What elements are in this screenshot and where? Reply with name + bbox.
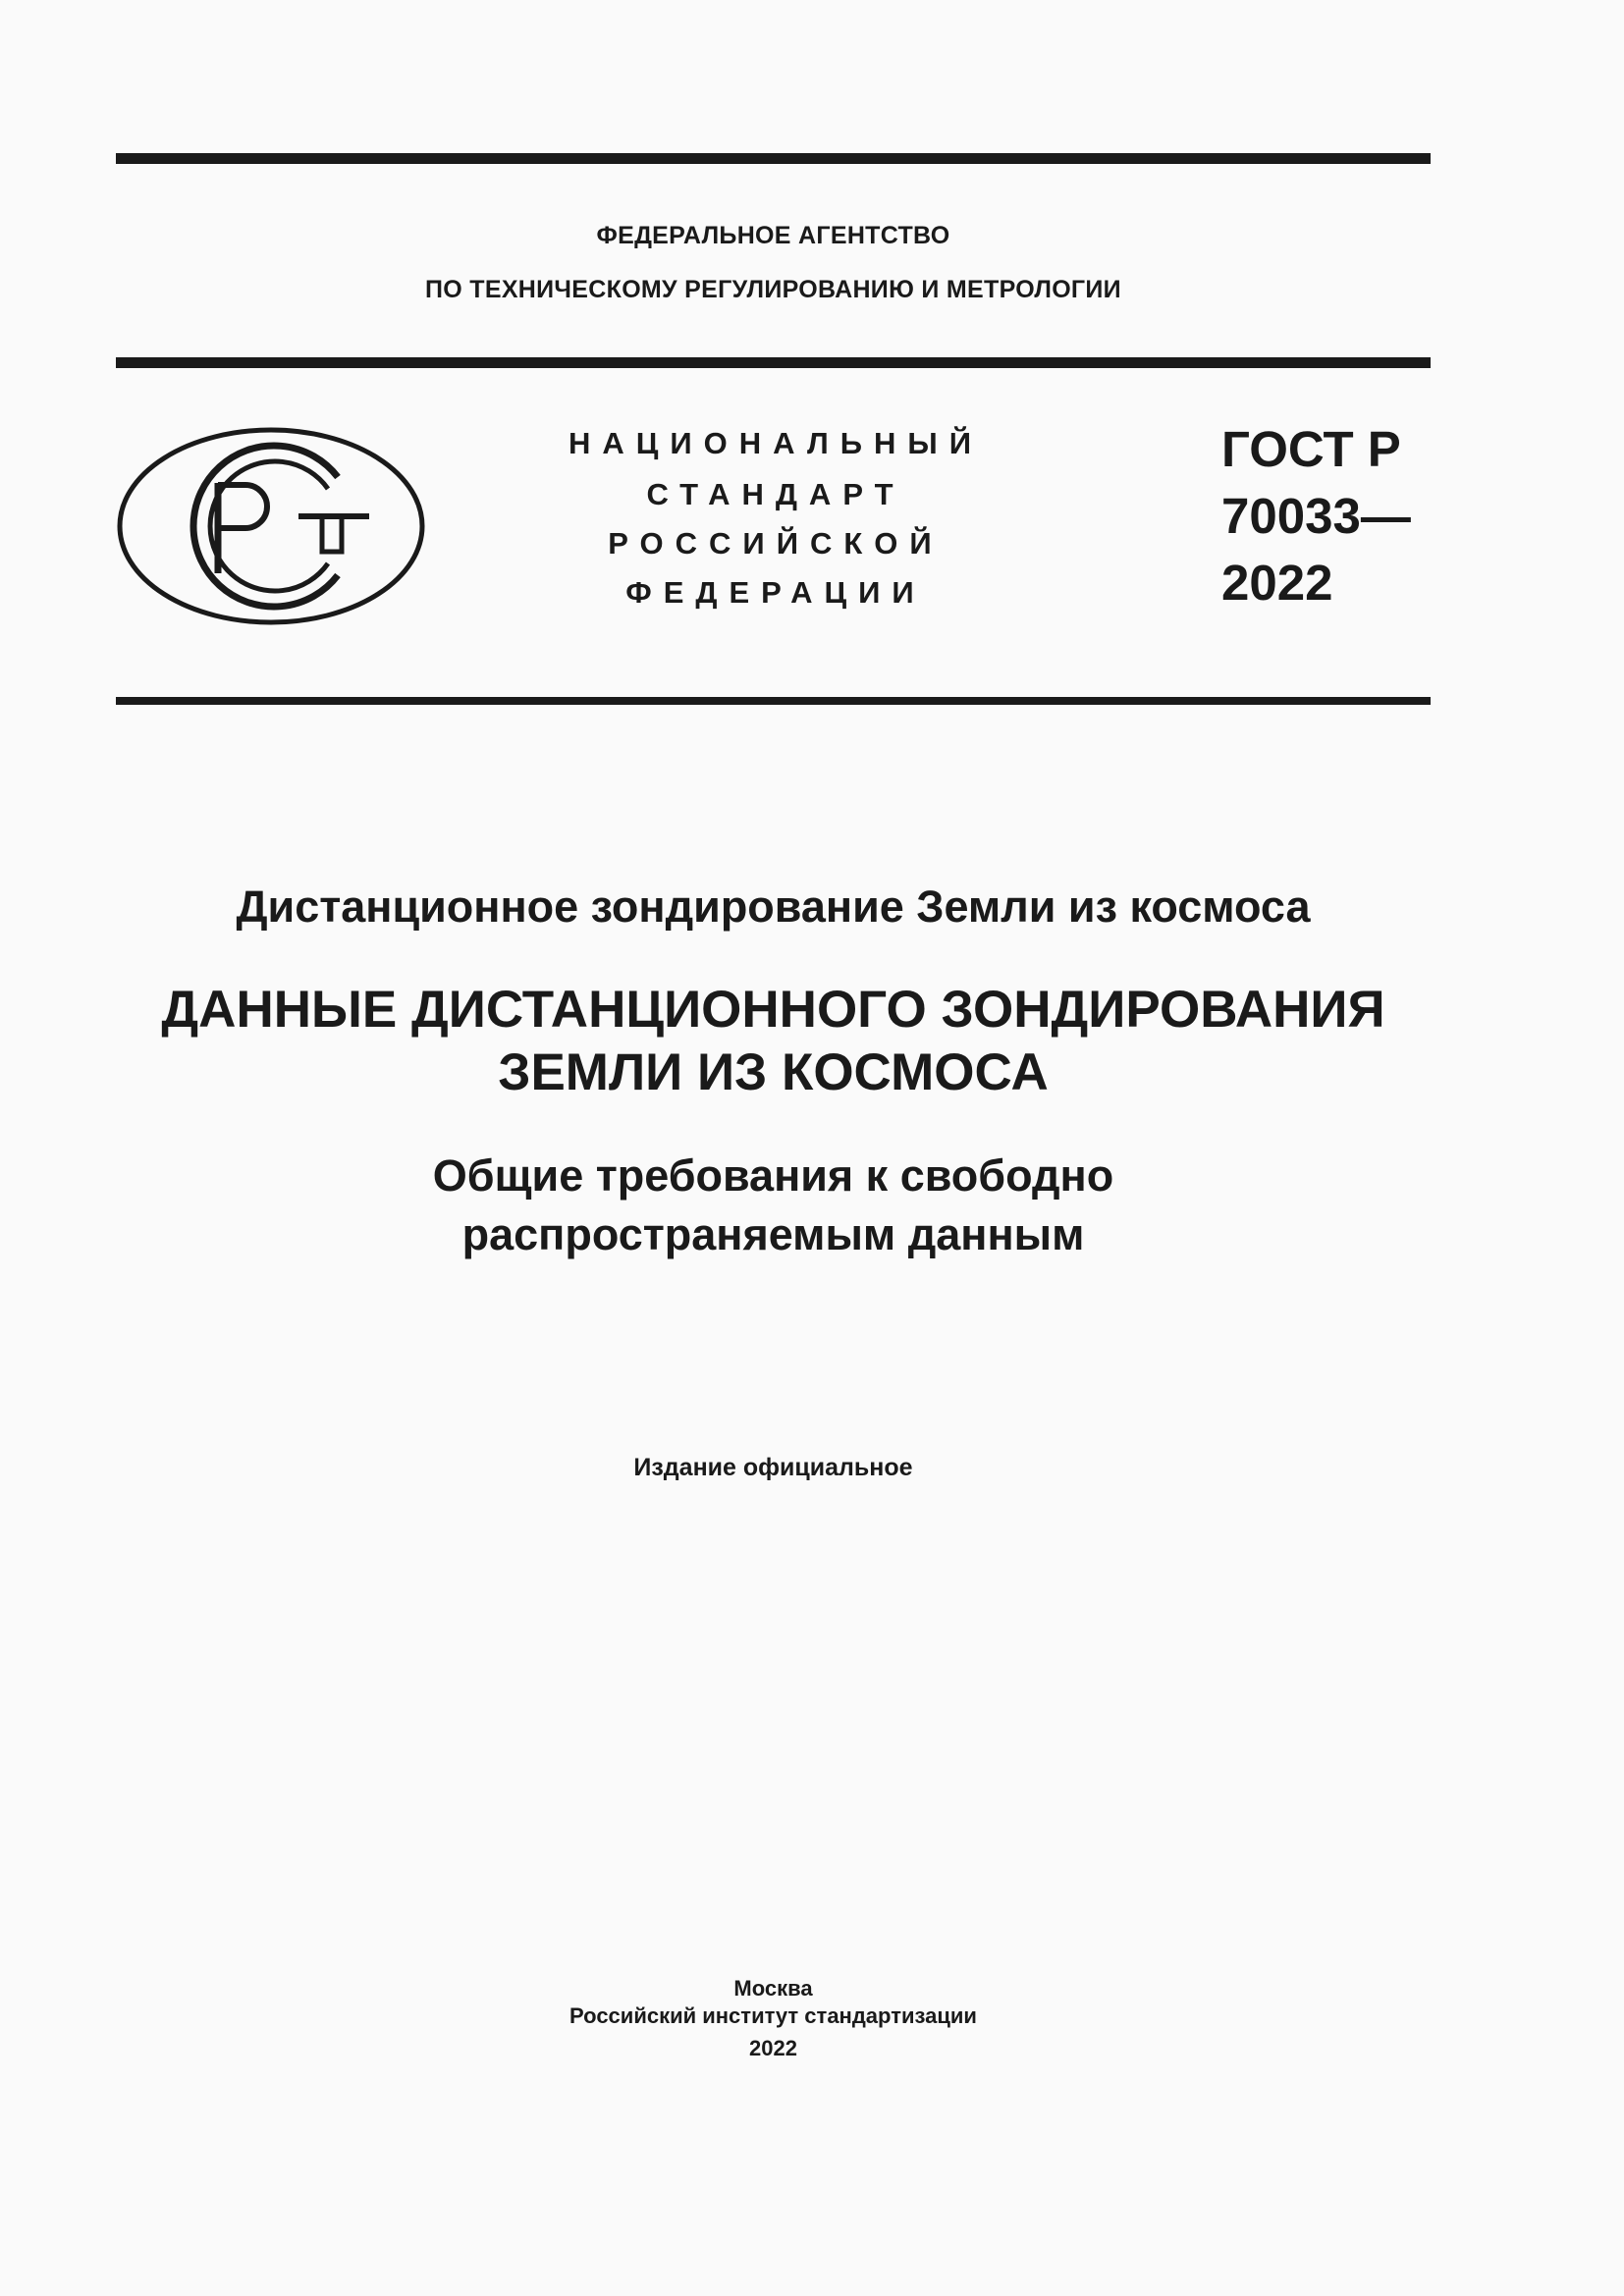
national-standard-line-1: НАЦИОНАЛЬНЫЙ xyxy=(568,426,984,460)
sub-title-line-2: распространяемым данным xyxy=(461,1209,1085,1259)
agency-line-2: ПО ТЕХНИЧЕСКОМУ РЕГУЛИРОВАНИЮ И МЕТРОЛОГИИ xyxy=(425,276,1121,303)
middle-rule xyxy=(116,357,1431,368)
gost-designation-line-3: 2022 xyxy=(1221,555,1333,611)
gost-designation-line-1: ГОСТ Р xyxy=(1221,421,1401,477)
national-standard-line-3: РОССИЙСКОЙ xyxy=(608,526,944,561)
imprint-year: 2022 xyxy=(749,2036,797,2060)
gost-designation-line-2: 70033— xyxy=(1221,488,1411,544)
edition-label: Издание официальное xyxy=(633,1454,913,1481)
subject-title: Дистанционное зондирование Земли из космоса xyxy=(236,881,1311,932)
top-rule xyxy=(116,153,1431,164)
bottom-rule xyxy=(116,697,1431,705)
agency-line-1: ФЕДЕРАЛЬНОЕ АГЕНТСТВО xyxy=(596,222,950,249)
national-standard-line-4: ФЕДЕРАЦИИ xyxy=(625,575,926,610)
main-title-line-1: ДАННЫЕ ДИСТАНЦИОННОГО ЗОНДИРОВАНИЯ xyxy=(161,981,1385,1039)
main-title-line-2: ЗЕМЛИ ИЗ КОСМОСА xyxy=(498,1043,1049,1101)
imprint-city: Москва xyxy=(733,1976,813,2001)
national-standard-line-2: СТАНДАРТ xyxy=(646,477,905,511)
imprint-publisher: Российский институт стандартизации xyxy=(569,2003,977,2028)
sub-title-line-1: Общие требования к свободно xyxy=(432,1150,1114,1201)
rst-certification-mark-icon xyxy=(116,426,426,626)
